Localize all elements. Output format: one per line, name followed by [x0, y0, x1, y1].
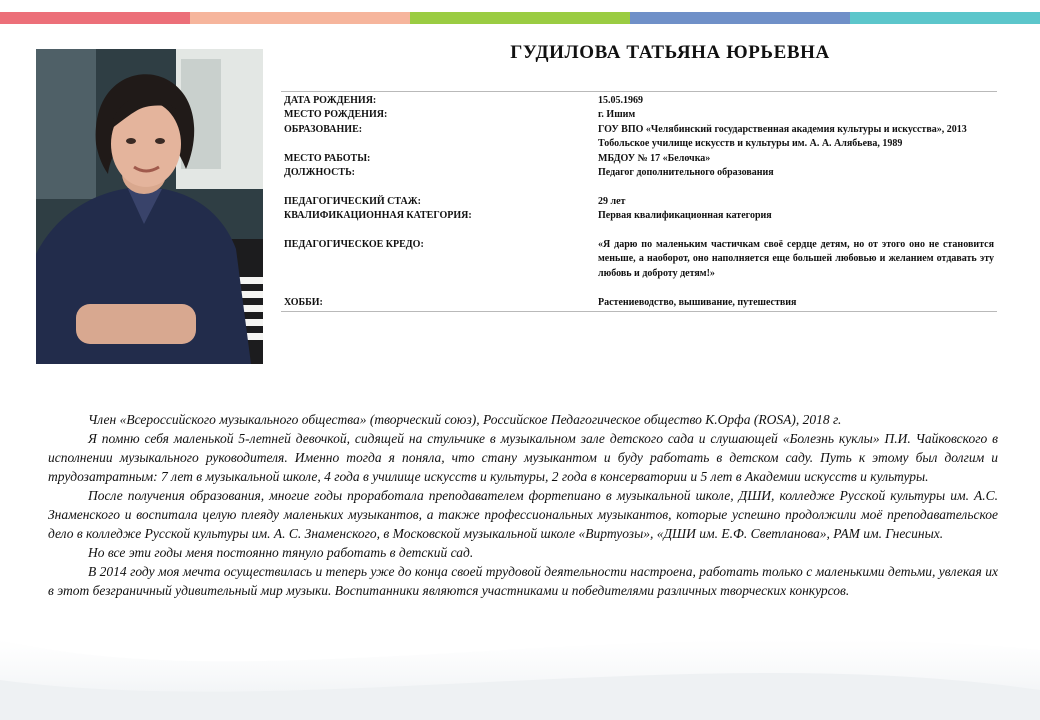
bottom-wave-decoration — [0, 600, 1040, 720]
top-stripe-peach — [190, 12, 410, 24]
biography-text — [48, 410, 998, 600]
workplace-value: МБДОУ № 17 «Белочка» — [598, 152, 711, 164]
info-row-birth-place — [281, 108, 997, 122]
position-value: Педагог дополнительного образования — [598, 167, 774, 179]
education-item: Тобольское училище искусств и культуры им. А. А. Алябьева, 1989 — [598, 138, 903, 150]
credo-value: «Я дарю по маленьким частичкам своё сердце детям, но от этого оно не становится меньше, а наоборот, оно наполняется еще большей любовью и желанием отдавать эту любовь и доброту детям!» — [598, 239, 994, 279]
person-name: ГУДИЛОВА ТАТЬЯНА ЮРЬЕВНА — [510, 42, 830, 63]
experience-value: 29 лет — [598, 195, 626, 207]
top-stripe-teal — [850, 12, 1040, 24]
top-stripe-green — [410, 12, 630, 24]
education-values — [598, 123, 994, 152]
bio-paragraph: Но все эти годы меня постоянно тянуло работать в детский сад. — [88, 545, 474, 560]
birth-place-label: МЕСТО РОЖДЕНИЯ: — [284, 109, 388, 121]
education-item: ГОУ ВПО «Челябинский государственная академия культуры и искусства», 2013 — [598, 123, 967, 135]
birth-date-label: ДАТА РОЖДЕНИЯ: — [284, 95, 377, 106]
category-label: КВАЛИФИКАЦИОННАЯ КАТЕГОРИЯ: — [284, 210, 472, 222]
info-row-workplace — [281, 152, 997, 166]
birth-place-value: г. Ишим — [598, 109, 636, 121]
bio-paragraph: После получения образования, многие годы проработала преподавателем фортепиано в музыкальной школе, ДШИ, колледже Русской культуры им. А.С. Знаменского и воспитала целую плеяду маленьких музыкантов, а также профессиональных музыкантов, которые успешно продолжили моё преподавательское дело в колледже Русской культуры им. А. С. Знаменского, в Московской музыкальной школе «Виртуозы», «ДШИ им. Е.Ф. Светланова», РАМ им. Гнесиных. — [48, 488, 998, 541]
workplace-label: МЕСТО РАБОТЫ: — [284, 152, 371, 164]
info-row-experience — [281, 195, 997, 209]
bio-paragraph: Я помню себя маленькой 5-летней девочкой, сидящей на стульчике в музыкальном зале детского сада и слушающей «Болезнь куклы» П.И. Чайковского в исполнении музыкального руководителя. Именно тогда я поняла, что стану музыкантом и буду работать в детском саду. Путь к этому был долгим и трудозатратным: 7 лет в музыкальной школе, 4 года в училище искусств и культуры, 2 года в консерватории и 5 лет в Академии искусств и культуры. — [48, 431, 998, 484]
top-stripe-blue — [630, 12, 850, 24]
info-row-birth-date — [281, 94, 997, 108]
info-row-hobby — [281, 296, 997, 310]
hobby-value: Растениеводство, вышивание, путешествия — [598, 296, 797, 308]
spacer — [281, 180, 997, 194]
top-stripe-red — [0, 12, 190, 24]
hobby-label: ХОББИ: — [284, 296, 323, 308]
category-value: Первая квалификационная категория — [598, 210, 772, 222]
spacer — [281, 224, 997, 238]
info-row-category — [281, 209, 997, 223]
info-table — [281, 91, 997, 312]
education-label: ОБРАЗОВАНИЕ: — [284, 123, 363, 135]
info-row-credo — [281, 238, 997, 281]
position-label: ДОЛЖНОСТЬ: — [284, 167, 356, 179]
portrait-photo — [36, 49, 263, 364]
experience-label: ПЕДАГОГИЧЕСКИЙ СТАЖ: — [284, 195, 421, 207]
bio-paragraph: Член «Всероссийского музыкального общества» (творческий союз), Российское Педагогическое общество К.Орфа (ROSA), 2018 г. — [88, 412, 842, 427]
info-row-education — [281, 123, 997, 152]
spacer — [281, 281, 997, 295]
birth-date-value: 15.05.1969 — [598, 95, 643, 106]
bio-paragraph: В 2014 году моя мечта осуществилась и теперь уже до конца своей трудовой деятельности настроена, работать только с маленькими детьми, увлекая их в этот безграничный удивительный мир музыки. Воспитанники являются участниками и победителями различных творческих конкурсов. — [48, 564, 998, 598]
info-row-position — [281, 166, 997, 180]
credo-label: ПЕДАГОГИЧЕСКОЕ КРЕДО: — [284, 239, 424, 251]
